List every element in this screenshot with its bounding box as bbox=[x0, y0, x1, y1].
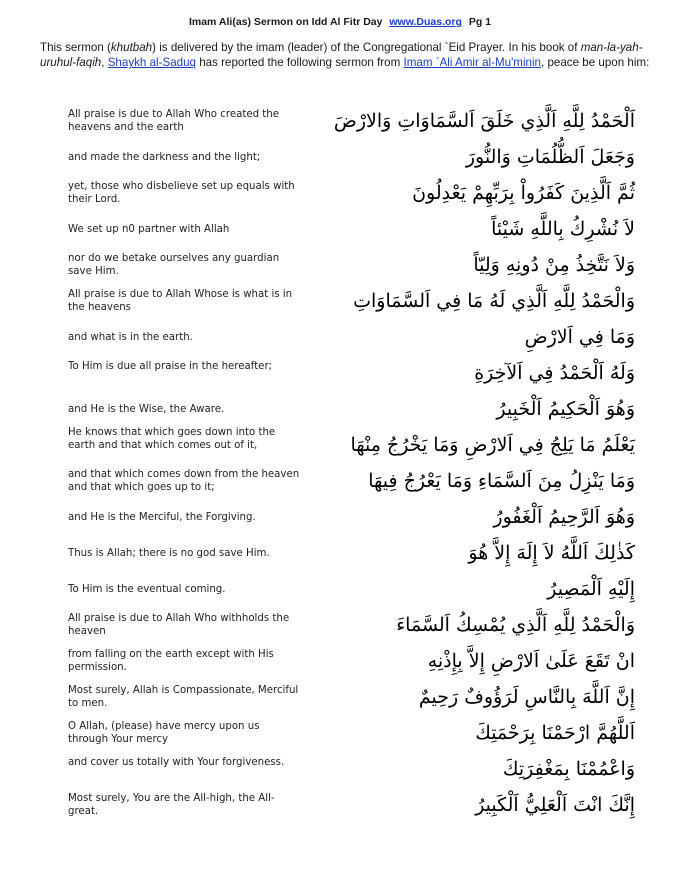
intro-text-4: has reported the following sermon from bbox=[196, 56, 404, 69]
page-header bbox=[0, 16, 680, 28]
english-line: O Allah, (please) have mercy upon us through Your mercy bbox=[68, 721, 260, 745]
intro-khutbah: khutbah bbox=[110, 41, 153, 54]
intro-text-1: This sermon ( bbox=[40, 41, 111, 54]
arabic-line: وَهُوَ اَلْحَكِيمُ اَلْخَبِيرُ bbox=[496, 398, 635, 420]
english-line: and made the darkness and the light; bbox=[68, 152, 261, 163]
arabic-line: انْ تَقَعَ عَلَىٰ اَلارْضِ إِلاَّ بِإِذْنِهِ bbox=[427, 650, 635, 672]
arabic-line: لاَ نُشْرِكُ بِاللَّهِ شَيْئاً bbox=[491, 218, 635, 240]
header-title: Imam Ali(as) Sermon on Idd Al Fitr Day bbox=[188, 16, 383, 28]
intro-text-2: ) is delivered by the imam (leader) of the Congregational `Eid Prayer. In his book of bbox=[152, 41, 581, 54]
english-line: All praise is due to Allah Who withholds the heaven bbox=[68, 613, 290, 637]
arabic-line: يَعْلَمُ مَا يَلِجُ فِي اَلارْضِ وَمَا يَخْرُجُ مِنْهَا bbox=[350, 434, 635, 456]
arabic-line: وَالْحَمْدُ لِلَّهِ اَلَّذِي لَهُ مَا فِي اَلسَّمَاوَاتِ bbox=[353, 290, 635, 312]
english-line: We set up n0 partner with Allah bbox=[68, 224, 230, 235]
english-line: Most surely, You are the All-high, the All-great. bbox=[68, 793, 275, 817]
site-link[interactable]: www.Duas.org bbox=[389, 16, 462, 28]
english-line: nor do we betake ourselves any guardian save Him. bbox=[68, 253, 280, 277]
arabic-line: وَلَهُ اَلْحَمْدُ فِي اَلآخِرَةِ bbox=[474, 362, 635, 384]
english-line: To Him is due all praise in the hereafter; bbox=[68, 361, 273, 372]
arabic-line: إِنَّ اَللَّهَ بِالنَّاسِ لَرَؤُوفٌ رَحِيمٌ bbox=[418, 686, 635, 708]
english-line: Thus is Allah; there is no god save Him. bbox=[68, 548, 270, 559]
english-line: from falling on the earth except with His permission. bbox=[68, 649, 274, 673]
arabic-line: وَاعْمُمْنَا بِمَغْفِرَتِكَ bbox=[502, 758, 635, 780]
arabic-line: وَمَا فِي اَلارْضِ bbox=[524, 326, 635, 348]
arabic-line: إِنَّكَ انْتَ اَلْعَلِيُّ اَلْكَبِيرُ bbox=[475, 794, 635, 816]
arabic-line: وَلاَ نَتَّخِذُ مِنْ دُونِهِ وَلِيّاً bbox=[473, 254, 635, 276]
english-line: and that which comes down from the heaven and that which goes up to it; bbox=[68, 469, 300, 493]
intro-text-3: , bbox=[101, 56, 108, 69]
intro-text-5: , peace be upon him: bbox=[541, 56, 650, 69]
arabic-line: وَمَا يَنْزِلُ مِنَ اَلسَّمَاءِ وَمَا يَعْرُجُ فِيهَا bbox=[368, 470, 635, 492]
arabic-line: وَهُوَ اَلرَّحِيمُ اَلْغَفُورُ bbox=[493, 506, 635, 528]
english-line: To Him is the eventual coming. bbox=[68, 584, 226, 595]
page-number: Pg 1 bbox=[468, 16, 492, 28]
english-line: and He is the Merciful, the Forgiving. bbox=[68, 512, 256, 523]
english-line: and He is the Wise, the Aware. bbox=[68, 404, 225, 415]
intro-book-title: man-la-yahuruhul-faqih bbox=[40, 41, 643, 69]
arabic-line: ثُمَّ اَلَّذِينَ كَفَرُواْ بِرَبِّهِمْ يَعْدِلُونَ bbox=[412, 182, 635, 204]
imam-link[interactable]: Imam `Ali Amir al-Mu'minin bbox=[403, 56, 541, 69]
arabic-line: اَللَّهُمَّ ارْحَمْنَا بِرَحْمَتِكَ bbox=[475, 722, 635, 744]
english-line: All praise is due to Allah Who created the heavens and the earth bbox=[68, 109, 280, 133]
english-line: All praise is due to Allah Whose is what is in the heavens bbox=[68, 289, 293, 313]
author-link[interactable]: Shaykh al-Saduq bbox=[107, 56, 196, 69]
arabic-line: وَالْحَمْدُ لِلَّهِ اَلَّذِي يُمْسِكُ اَلسَّمَاءَ bbox=[396, 614, 635, 636]
arabic-line: إِلَيْهِ اَلْمَصِيرُ bbox=[547, 578, 635, 600]
english-line: yet, those who disbelieve set up equals with their Lord. bbox=[68, 181, 295, 205]
english-line: He knows that which goes down into the earth and that which comes out of it, bbox=[68, 427, 276, 451]
arabic-line: وَجَعَلَ اَلظُّلُمَاتِ وَالنُّورَ bbox=[465, 146, 635, 168]
arabic-line: كَذٰلِكَ اَللَّهُ لاَ إِلَهَ إِلاَّ هُوَ bbox=[468, 542, 635, 564]
english-line: and cover us totally with Your forgiveness. bbox=[68, 757, 285, 768]
intro-paragraph bbox=[40, 40, 650, 70]
arabic-line: اَلْحَمْدُ لِلَّهِ اَلَّذِي خَلَقَ اَلسَّمَاوَاتِ وَالارْضَ bbox=[333, 110, 635, 132]
english-line: Most surely, Allah is Compassionate, Merciful to men. bbox=[68, 685, 299, 709]
english-line: and what is in the earth. bbox=[68, 332, 193, 343]
